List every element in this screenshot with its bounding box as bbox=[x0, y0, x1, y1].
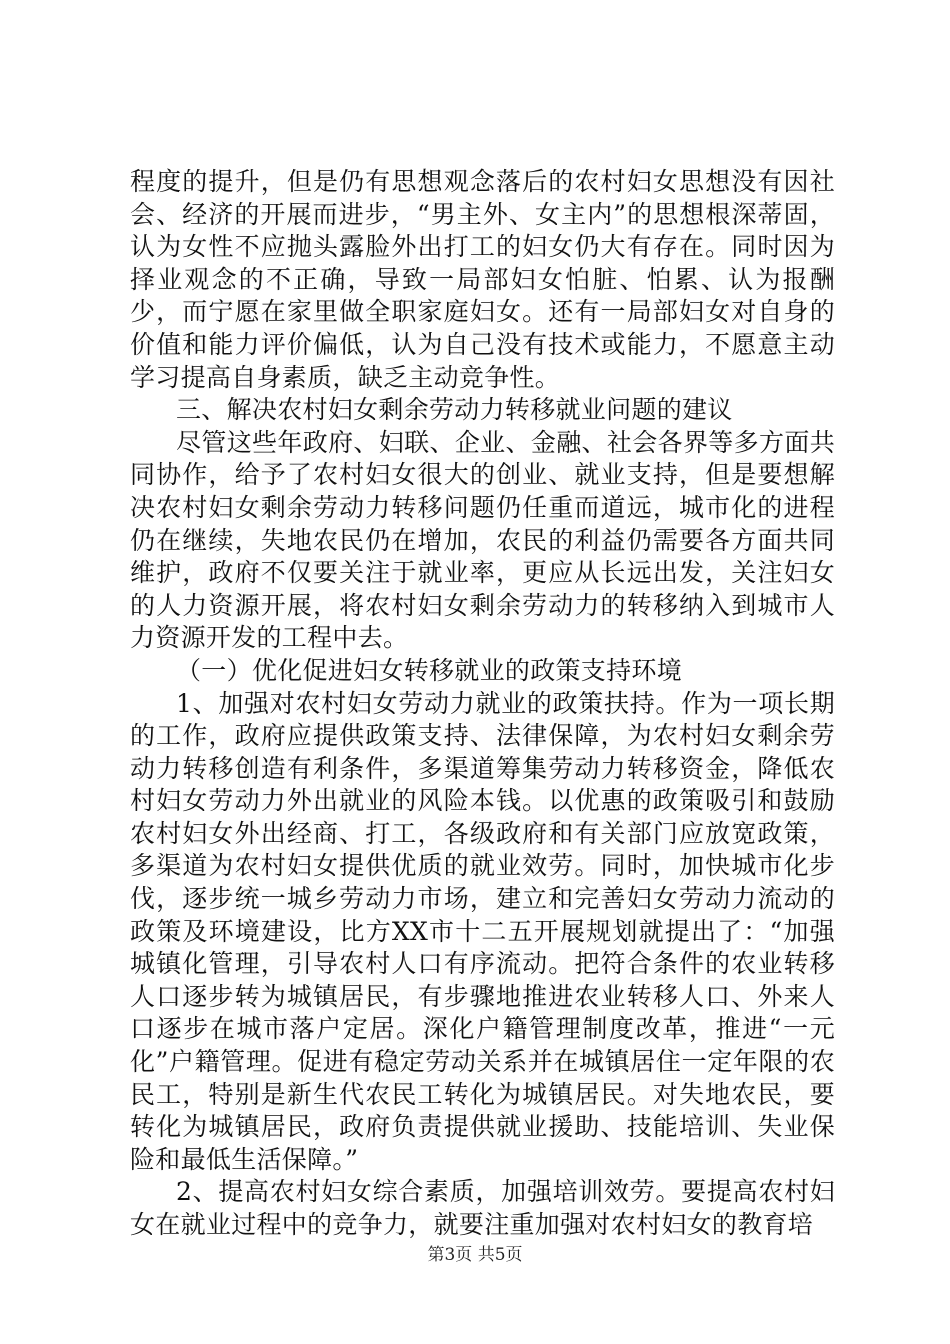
paragraph-item-1: 1、加强对农村妇女劳动力就业的政策扶持。作为一项长期的工作，政府应提供政策支持、法律保障，为农村妇女剩余劳动力转移创造有利条件，多渠道筹集劳动力转移资金，降低农村妇女劳动力外出就业的风险本钱。以优惠的政策吸引和鼓励农村妇女外出经商、打工，各级政府和有关部门应放宽政策，多渠道为农村妇女提供优质的就业效劳。同时，加快城市化步伐，逐步统一城乡劳动力市场，建立和完善妇女劳动力流动的政策及环境建设，比方XX市十二五开展规划就提出了：“加强城镇化管理，引导农村人口有序流动。把符合条件的农业转移人口逐步转为城镇居民，有步骤地推进农业转移人口、外来人口逐步在城市落户定居。深化户籍管理制度改革，推进“一元化”户籍管理。促进有稳定劳动关系并在城镇居住一定年限的农民工，特别是新生代农民工转化为城镇居民。对失地农民，要转化为城镇居民，政府负责提供就业援助、技能培训、失业保险和最低生活保障。” bbox=[130, 688, 835, 1174]
section-heading-three: 三、解决农村妇女剩余劳动力转移就业问题的建议 bbox=[176, 395, 733, 425]
page-number-footer: 第3页 共5页 bbox=[427, 1245, 523, 1265]
paragraph-continuation: 程度的提升，但是仍有思想观念落后的农村妇女思想没有因社会、经济的开展而进步，“男主外、女主内”的思想根深蒂固，认为女性不应抛头露脸外出打工的妇女仍大有存在。同时因为择业观念的不正确，导致一局部妇女怕脏、怕累、认为报酬少，而宁愿在家里做全职家庭妇女。还有一局部妇女对自身的价值和能力评价偏低，认为自己没有技术或能力，不愿意主动学习提高自身素质，缺乏主动竞争性。 bbox=[130, 167, 835, 392]
paragraph-item-2: 2、提高农村妇女综合素质，加强培训效劳。要提高农村妇女在就业过程中的竞争力，就要注重加强对农村妇女的教育培 bbox=[130, 1177, 835, 1239]
paragraph-intro: 尽管这些年政府、妇联、企业、金融、社会各界等多方面共同协作，给予了农村妇女很大的创业、就业支持，但是要想解决农村妇女剩余劳动力转移问题仍任重而道远，城市化的进程仍在继续，失地农民仍在增加，农民的利益仍需要各方面共同维护，政府不仅要关注于就业率，更应从长远出发，关注妇女的人力资源开展，将农村妇女剩余劳动力的转移纳入到城市人力资源开发的工程中去。 bbox=[130, 427, 835, 653]
subsection-heading-one: （一）优化促进妇女转移就业的政策支持环境 bbox=[176, 655, 683, 685]
document-body bbox=[130, 166, 835, 1242]
